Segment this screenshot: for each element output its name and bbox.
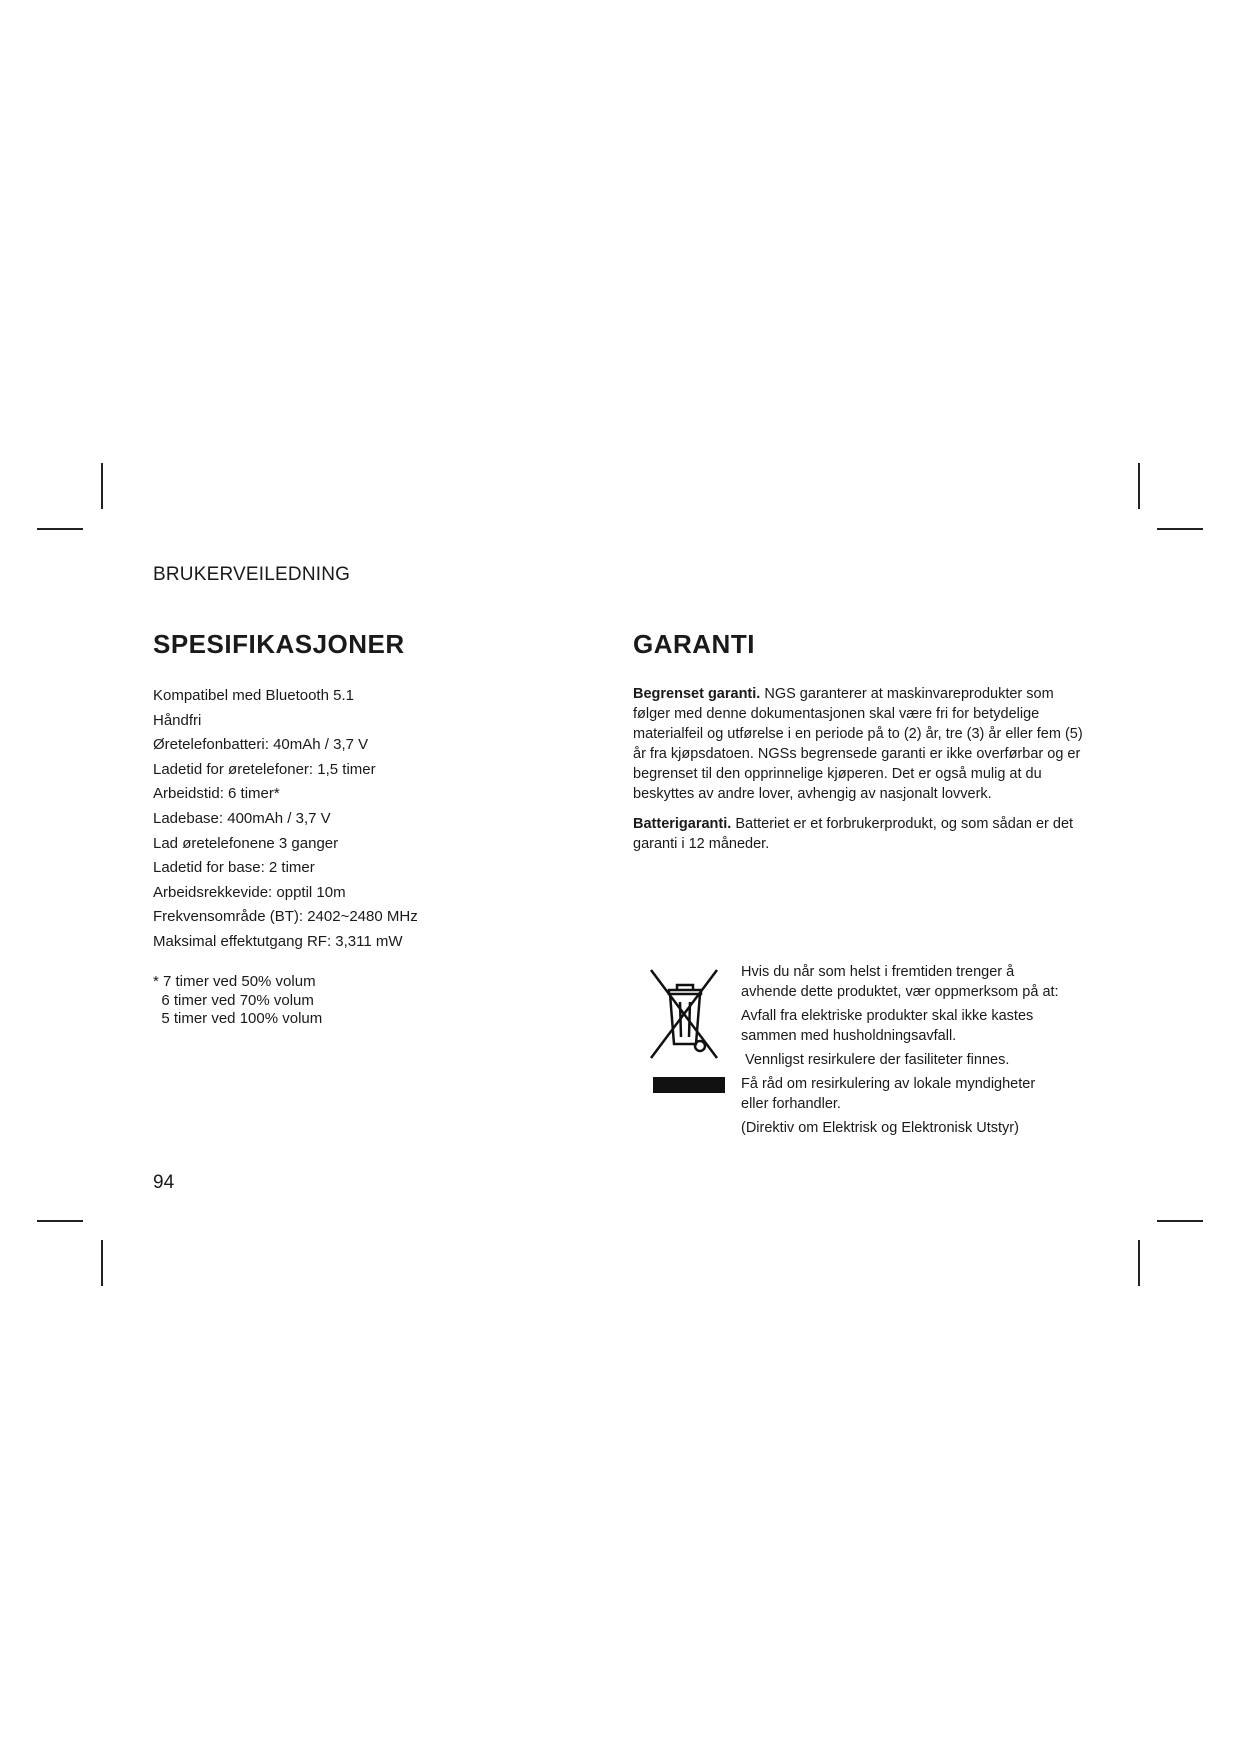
specifications-list xyxy=(153,684,418,955)
weee-disposal-notice xyxy=(741,962,1059,1142)
crop-mark xyxy=(1138,1240,1140,1286)
battery-warranty-body: Batteriet er et forbrukerprodukt, og som sådan er det garanti i 12 måneder. xyxy=(633,816,1074,852)
footnote-line: 5 timer ved 100% volum xyxy=(153,1010,323,1027)
crop-mark xyxy=(37,1220,83,1222)
limited-warranty-label: Begrenset garanti. xyxy=(633,686,761,702)
crop-mark xyxy=(101,463,103,509)
weee-line: Vennligst resirkulere der fasiliteter finnes. xyxy=(741,1052,1010,1068)
page-number: 94 xyxy=(153,1172,175,1193)
spec-item: Arbeidstid: 6 timer* xyxy=(153,785,280,803)
battery-warranty-label: Batterigaranti. xyxy=(633,816,732,832)
weee-line: Hvis du når som helst i fremtiden trenger å avhende dette produktet, vær oppmerksom på at: xyxy=(741,964,1059,1000)
crossed-out-wheelie-bin-icon xyxy=(645,962,725,1062)
weee-bar xyxy=(653,1077,725,1093)
volume-footnote xyxy=(153,973,322,1029)
limited-warranty-paragraph xyxy=(633,684,1093,804)
crop-mark xyxy=(101,1240,103,1286)
crop-mark xyxy=(1157,528,1203,530)
crop-mark xyxy=(1138,463,1140,509)
spec-item: Ladebase: 400mAh / 3,7 V xyxy=(153,809,331,827)
spec-item: Frekvensområde (BT): 2402~2480 MHz xyxy=(153,908,418,926)
footnote-line: * 7 timer ved 50% volum xyxy=(153,973,316,990)
spec-item: Ladetid for øretelefoner: 1,5 timer xyxy=(153,760,376,778)
warranty-heading: GARANTI xyxy=(633,629,755,659)
spec-item: Maksimal effektutgang RF: 3,311 mW xyxy=(153,932,403,950)
weee-line: Avfall fra elektriske produkter skal ikke kastes sammen med husholdningsavfall. xyxy=(741,1008,1034,1044)
specifications-heading: SPESIFIKASJONER xyxy=(153,629,405,659)
crop-mark xyxy=(37,528,83,530)
battery-warranty-paragraph xyxy=(633,814,1093,854)
weee-line: (Direktiv om Elektrisk og Elektronisk Utstyr) xyxy=(741,1120,1019,1136)
crop-mark xyxy=(1157,1220,1203,1222)
spec-item: Kompatibel med Bluetooth 5.1 xyxy=(153,687,354,704)
spec-item: Ladetid for base: 2 timer xyxy=(153,859,315,877)
spec-item: Øretelefonbatteri: 40mAh / 3,7 V xyxy=(153,736,369,754)
spec-item: Håndfri xyxy=(153,711,202,729)
warranty-text xyxy=(633,684,1093,864)
limited-warranty-body: NGS garanterer at maskinvareprodukter som følger med denne dokumentasjonen skal være fri for betydelige materialfeil og utførelse i en periode på to (2) år, tre (3) år eller fem (5) år fra kjøpsdatoen. NGSs begrensede garanti er ikke overførbar og er begrenset til den opprinnelige kjøperen. Det er også mulig at du beskyttes av andre lover, avhengig av nasjonalt lovverk. xyxy=(633,686,1083,802)
footnote-line: 6 timer ved 70% volum xyxy=(153,991,314,1009)
spec-item: Lad øretelefonene 3 ganger xyxy=(153,834,339,852)
document-header: BRUKERVEILEDNING xyxy=(153,564,351,585)
spec-item: Arbeidsrekkevide: opptil 10m xyxy=(153,883,346,901)
weee-line: Få råd om resirkulering av lokale myndigheter eller forhandler. xyxy=(741,1076,1036,1112)
